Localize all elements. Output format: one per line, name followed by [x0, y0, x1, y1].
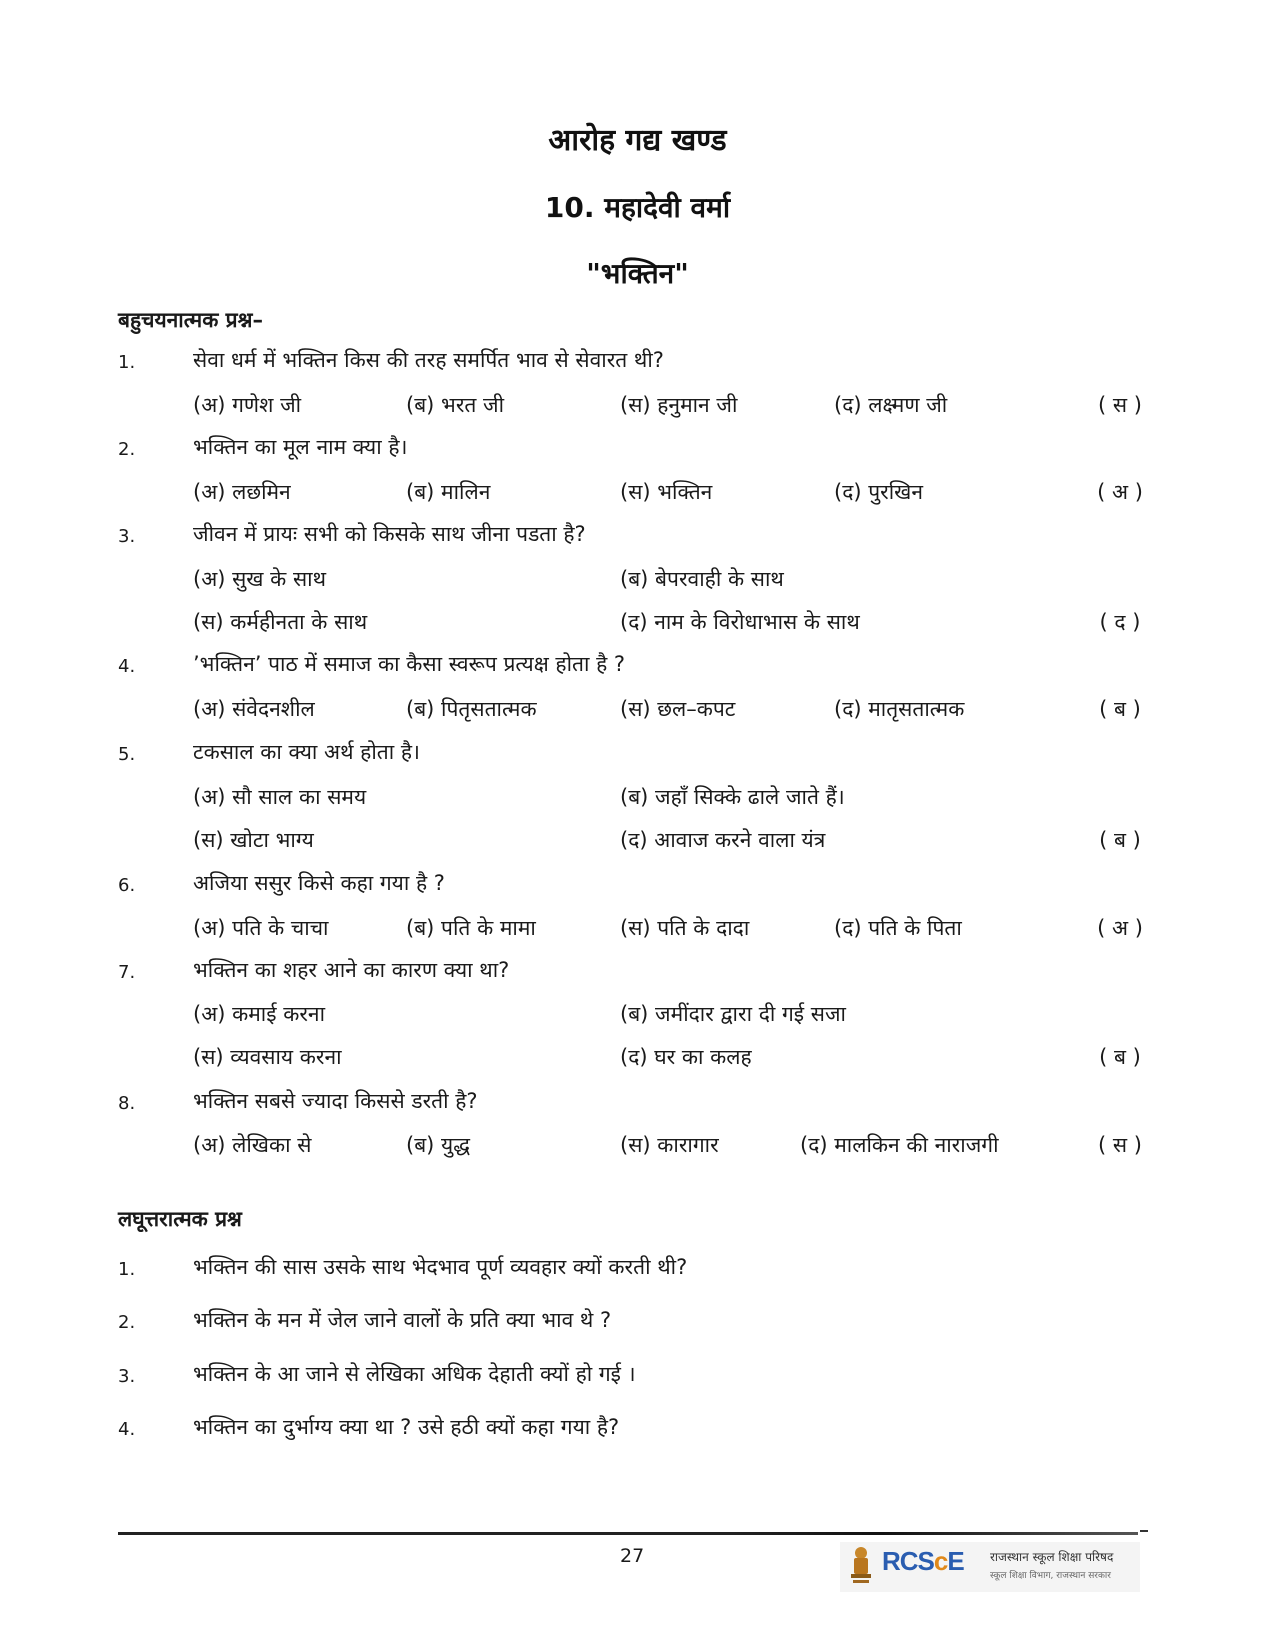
mcq-option: (ब) मालिन	[406, 480, 491, 504]
mcq-number: 8.	[118, 1093, 136, 1114]
short-question: भक्तिन के आ जाने से लेखिका अधिक देहाती क्यों हो गई ।	[193, 1362, 636, 1386]
mcq-option: (द) पुरखिन	[834, 480, 924, 504]
short-question: भक्तिन की सास उसके साथ भेदभाव पूर्ण व्यवहार क्यों करती थी?	[193, 1255, 688, 1279]
short-question-number: 3.	[118, 1366, 136, 1387]
mcq-option: (अ) सौ साल का समय	[193, 785, 367, 809]
mcq-answer: ( द )	[1099, 610, 1141, 634]
section-heading: आरोह गद्य खण्ड	[548, 123, 727, 158]
mcq-option: (ब) जहाँ सिक्के ढाले जाते हैं।	[620, 785, 845, 809]
mcq-answer: ( ब )	[1099, 697, 1141, 721]
rcsce-logo	[840, 1542, 1140, 1592]
footer-rule	[118, 1532, 1138, 1535]
mcq-option: (ब) जमींदार द्वारा दी गई सजा	[620, 1002, 846, 1026]
mcq-question: भक्तिन का शहर आने का कारण क्या था?	[193, 958, 510, 982]
org-name: राजस्थान स्कूल शिक्षा परिषद	[990, 1550, 1114, 1564]
mcq-option: (स) भक्तिन	[620, 480, 713, 504]
state-emblem-icon	[846, 1544, 876, 1588]
mcq-option: (द) घर का कलह	[620, 1045, 752, 1069]
mcq-question: भक्तिन का मूल नाम क्या है।	[193, 435, 408, 459]
mcq-number: 4.	[118, 656, 136, 677]
mcq-option: (द) मालकिन की नाराजगी	[800, 1133, 999, 1157]
mcq-option: (स) व्यवसाय करना	[193, 1045, 342, 1069]
mcq-option: (ब) पितृसतात्मक	[406, 697, 537, 721]
mcq-option: (स) कारागार	[620, 1133, 719, 1157]
mcq-option: (स) कर्महीनता के साथ	[193, 610, 368, 634]
lesson-title: "भक्तिन"	[586, 257, 689, 290]
page-number: 27	[620, 1545, 645, 1567]
mcq-option: (ब) बेपरवाही के साथ	[620, 567, 784, 591]
mcq-option: (द) नाम के विरोधाभास के साथ	[620, 610, 860, 634]
mcq-option: (अ) कमाई करना	[193, 1002, 326, 1026]
mcq-option: (अ) पति के चाचा	[193, 916, 329, 940]
mcq-option: (स) छल–कपट	[620, 697, 736, 721]
mcq-option: (द) आवाज करने वाला यंत्र	[620, 828, 826, 852]
mcq-answer: ( ब )	[1099, 828, 1141, 852]
mcq-question: भक्तिन सबसे ज्यादा किससे डरती है?	[193, 1089, 478, 1113]
short-question-number: 4.	[118, 1419, 136, 1440]
mcq-number: 1.	[118, 352, 136, 373]
chapter-heading: 10. महादेवी वर्मा	[544, 191, 731, 224]
mcq-question: जीवन में प्रायः सभी को किसके साथ जीना पडता है?	[193, 522, 586, 546]
mcq-option: (द) लक्ष्मण जी	[834, 393, 948, 417]
logo-wordmark: RCScE	[882, 1546, 964, 1576]
mcq-option: (अ) संवेदनशील	[193, 697, 315, 721]
mcq-option: (अ) लछमिन	[193, 480, 291, 504]
mcq-option: (द) पति के पिता	[834, 916, 962, 940]
mcq-number: 7.	[118, 962, 136, 983]
mcq-answer: ( ब )	[1099, 1045, 1141, 1069]
mcq-section-title: बहुचयनात्मक प्रश्न–	[118, 308, 263, 332]
mcq-option: (अ) गणेश जी	[193, 393, 302, 417]
mcq-option: (अ) सुख के साथ	[193, 567, 327, 591]
mcq-option: (अ) लेखिका से	[193, 1133, 312, 1157]
short-question-number: 2.	[118, 1312, 136, 1333]
short-section-title: लघूत्तरात्मक प्रश्न	[118, 1207, 242, 1231]
org-subtitle: स्कूल शिक्षा विभाग, राजस्थान सरकार	[990, 1571, 1111, 1581]
mcq-answer: ( अ )	[1097, 916, 1143, 940]
mcq-option: (ब) युद्ध	[406, 1133, 471, 1157]
mcq-option: (स) पति के दादा	[620, 916, 750, 940]
footer-rule-end	[1140, 1530, 1148, 1532]
mcq-question: सेवा धर्म में भक्तिन किस की तरह समर्पित भाव से सेवारत थी?	[193, 348, 664, 372]
mcq-number: 6.	[118, 875, 136, 896]
mcq-answer: ( स )	[1098, 393, 1142, 417]
mcq-number: 5.	[118, 744, 136, 765]
mcq-question: अजिया ससुर किसे कहा गया है ?	[193, 871, 445, 895]
mcq-option: (स) खोटा भाग्य	[193, 828, 314, 852]
short-question: भक्तिन के मन में जेल जाने वालों के प्रति क्या भाव थे ?	[193, 1308, 612, 1332]
mcq-option: (ब) भरत जी	[406, 393, 505, 417]
mcq-question: टकसाल का क्या अर्थ होता है।	[193, 740, 420, 764]
mcq-number: 2.	[118, 439, 136, 460]
mcq-number: 3.	[118, 526, 136, 547]
mcq-option: (ब) पति के मामा	[406, 916, 536, 940]
mcq-option: (स) हनुमान जी	[620, 393, 738, 417]
mcq-answer: ( स )	[1098, 1133, 1142, 1157]
mcq-question: ’भक्तिन’ पाठ में समाज का कैसा स्वरूप प्रत्यक्ष होता है ?	[193, 652, 626, 676]
short-question: भक्तिन का दुर्भाग्य क्या था ? उसे हठी क्यों कहा गया है?	[193, 1415, 620, 1439]
mcq-answer: ( अ )	[1097, 480, 1143, 504]
short-question-number: 1.	[118, 1259, 136, 1280]
mcq-option: (द) मातृसतात्मक	[834, 697, 965, 721]
